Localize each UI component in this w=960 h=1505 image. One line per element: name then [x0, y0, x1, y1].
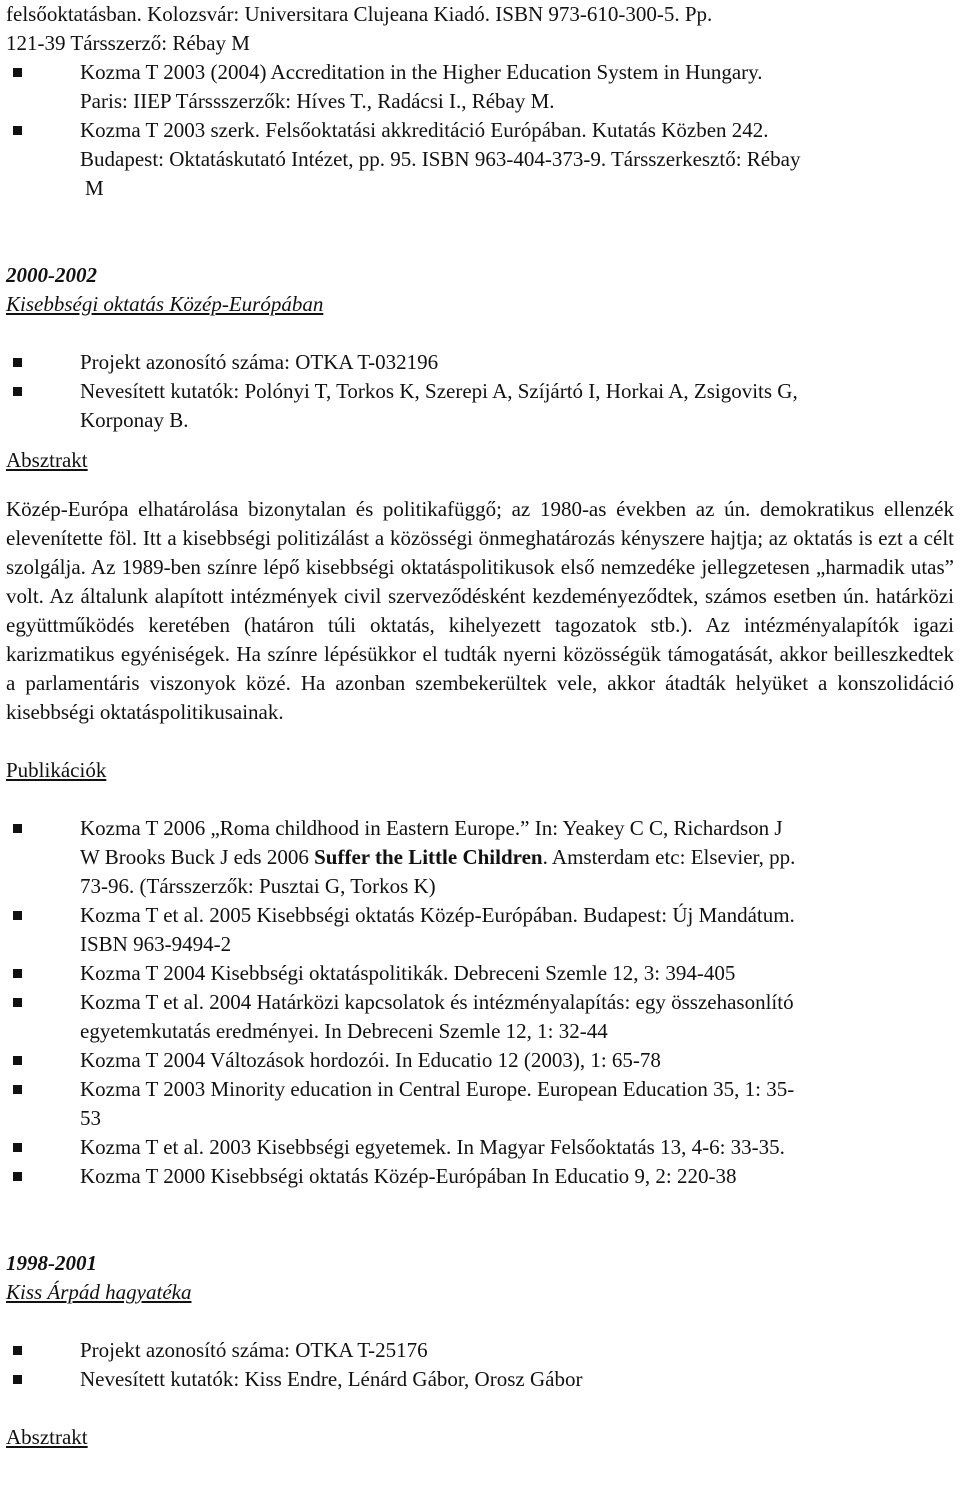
- list-item: [6, 1075, 954, 1133]
- text-line: Kozma T 2003 Minority education in Central Europe. European Education 35, 1: 35-: [80, 1077, 795, 1101]
- project-section: [6, 261, 954, 1191]
- square-bullet-icon: [13, 1346, 22, 1355]
- project-years: 1998-2001: [6, 1251, 97, 1275]
- list-item: [6, 1133, 954, 1162]
- list-item: [6, 1046, 954, 1075]
- list-item: [6, 901, 954, 959]
- square-bullet-icon: [13, 387, 22, 396]
- list-item: [6, 348, 954, 377]
- square-bullet-icon: [13, 911, 22, 920]
- text-span: . Amsterdam etc: Elsevier, pp.: [542, 845, 796, 869]
- text-line: Kozma T 2000 Kisebbségi oktatás Közép-Európában In Educatio 9, 2: 220-38: [80, 1164, 737, 1188]
- project-info-list: [6, 348, 954, 435]
- text-line: Kozma T 2003 (2004) Accreditation in the Higher Education System in Hungary.: [80, 60, 763, 84]
- text-line: Kozma T 2004 Kisebbségi oktatáspolitikák. Debreceni Szemle 12, 3: 394-405: [80, 961, 736, 985]
- square-bullet-icon: [13, 1056, 22, 1065]
- publication-list: [6, 814, 954, 1191]
- list-item: [6, 814, 954, 901]
- square-bullet-icon: [13, 824, 22, 833]
- text-line: Kozma T et al. 2005 Kisebbségi oktatás Közép-Európában. Budapest: Új Mandátum.: [80, 903, 795, 927]
- publications-heading: Publikációk: [6, 758, 107, 782]
- text-line: 53: [80, 1106, 101, 1130]
- project-years: 2000-2002: [6, 263, 97, 287]
- document-page: [6, 0, 954, 1452]
- list-item: [6, 959, 954, 988]
- text-line: Kozma T 2003 szerk. Felsőoktatási akkreditáció Európában. Kutatás Közben 242.: [80, 118, 769, 142]
- text-line: Projekt azonosító száma: OTKA T-25176: [80, 1338, 428, 1362]
- text-line: Korponay B.: [80, 408, 189, 432]
- project-info-list: [6, 1336, 954, 1394]
- text-line: [80, 843, 954, 872]
- square-bullet-icon: [13, 358, 22, 367]
- text-span: W Brooks Buck J eds 2006: [80, 845, 315, 869]
- list-item: [6, 1336, 954, 1365]
- text-line: Kozma T et al. 2004 Határközi kapcsolatok és intézményalapítás: egy összehasonlító: [80, 990, 794, 1014]
- square-bullet-icon: [13, 1375, 22, 1384]
- square-bullet-icon: [13, 68, 22, 77]
- text-line: Kozma T 2006 „Roma childhood in Eastern Europe.” In: Yeakey C C, Richardson J: [80, 816, 783, 840]
- project-section: [6, 1249, 954, 1452]
- square-bullet-icon: [13, 1172, 22, 1181]
- list-item: [6, 377, 954, 435]
- text-line: Kozma T 2004 Változások hordozói. In Educatio 12 (2003), 1: 65-78: [80, 1048, 661, 1072]
- square-bullet-icon: [13, 1085, 22, 1094]
- list-item: [6, 1365, 954, 1394]
- abstract-heading: Absztrakt: [6, 1425, 88, 1449]
- list-item: [6, 116, 954, 174]
- abstract-text: Közép-Európa elhatárolása bizonytalan és politikafüggő; az 1980-as években az ún. demokratikus ellenzék elevenítette föl. Itt a kisebbségi politizálást a közösségi önmeghatározás kényszere hajtja; az oktatás is ezt a célt szolgálja. Az 1989-ben színre lépő kisebbségi oktatáspolitikusok első nemzedéke jellegzetesen „harmadik utas” volt. Az általunk alapított intézmények civil szerveződésként kezdeményeződtek, számos esetben ún. határközi együttműködés keretében (határon túli oktatás, kihelyezett tagozatok stb.). Az intézményalapítók igazi karizmatikus egyéniségek. Ha színre lépésükkor el tudták nyerni közösségük támogatását, akkor beilleszkedtek a parlamentáris viszonyok közé. Ha azonban szembekerültek vele, akkor átadták helyüket a konszolidáció kisebbségi oktatáspolitikusainak.: [6, 497, 954, 724]
- square-bullet-icon: [13, 126, 22, 135]
- project-title: Kisebbségi oktatás Közép-Európában: [6, 292, 324, 316]
- square-bullet-icon: [13, 1143, 22, 1152]
- abstract-heading: Absztrakt: [6, 448, 88, 472]
- square-bullet-icon: [13, 969, 22, 978]
- text-line: 121-39 Társszerző: Rébay M: [6, 31, 250, 55]
- text-line: Projekt azonosító száma: OTKA T-032196: [80, 350, 439, 374]
- text-line: Nevesített kutatók: Kiss Endre, Lénárd Gábor, Orosz Gábor: [80, 1367, 583, 1391]
- continuation-text: [6, 0, 954, 58]
- text-line: ISBN 963-9494-2: [80, 932, 232, 956]
- list-item: [6, 1162, 954, 1191]
- text-line: Budapest: Oktatáskutató Intézet, pp. 95. ISBN 963-404-373-9. Társszerkesztő: Rébay: [80, 147, 801, 171]
- text-line: 73-96. (Társszerzők: Pusztai G, Torkos K): [80, 874, 436, 898]
- list-item: [6, 988, 954, 1046]
- text-line: felsőoktatásban. Kolozsvár: Universitara Clujeana Kiadó. ISBN 973-610-300-5. Pp.: [6, 2, 713, 26]
- text-line: M: [85, 176, 104, 200]
- project-title: Kiss Árpád hagyatéka: [6, 1280, 192, 1304]
- text-line: Nevesített kutatók: Polónyi T, Torkos K, Szerepi A, Szíjártó I, Horkai A, Zsigovits G,: [80, 379, 798, 403]
- text-line: Kozma T et al. 2003 Kisebbségi egyetemek. In Magyar Felsőoktatás 13, 4-6: 33-35.: [80, 1135, 785, 1159]
- text-line: Paris: IIEP Társsszerzők: Híves T., Radácsi I., Rébay M.: [80, 89, 555, 113]
- text-line: egyetemkutatás eredményei. In Debreceni Szemle 12, 1: 32-44: [80, 1019, 608, 1043]
- square-bullet-icon: [13, 998, 22, 1007]
- reference-list: [6, 58, 954, 174]
- book-title: Suffer the Little Children: [314, 845, 543, 869]
- list-item: [6, 58, 954, 116]
